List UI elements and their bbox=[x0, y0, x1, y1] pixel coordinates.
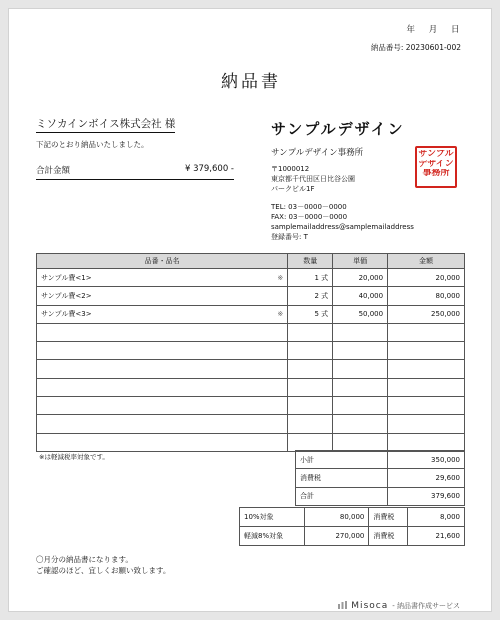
tax-row bbox=[296, 469, 465, 487]
issue-date bbox=[397, 23, 460, 35]
summary-table bbox=[295, 450, 465, 506]
closing-message-line2: ご確認のほど、宜しくお願い致します。 bbox=[36, 566, 171, 575]
reduced-tax-mark bbox=[272, 342, 288, 360]
tax-breakdown-table bbox=[239, 507, 465, 546]
item-unit-price bbox=[333, 415, 388, 433]
item-unit-price: 50,000 bbox=[333, 305, 388, 323]
col-header-qty: 数量 bbox=[288, 254, 333, 269]
item-quantity bbox=[288, 360, 333, 378]
items-table bbox=[36, 253, 465, 452]
item-row bbox=[37, 323, 465, 341]
item-name bbox=[37, 397, 272, 415]
item-quantity bbox=[288, 323, 333, 341]
reduced-tax-mark bbox=[272, 397, 288, 415]
item-unit-price: 20,000 bbox=[333, 269, 388, 287]
item-unit-price: 40,000 bbox=[333, 287, 388, 305]
document-title: 納品書 bbox=[221, 72, 281, 92]
total-amount-label: 合計金額 bbox=[36, 166, 71, 176]
issuer-registration: 登録番号: T bbox=[271, 233, 308, 241]
item-row bbox=[37, 360, 465, 378]
issuer-address bbox=[271, 164, 355, 194]
grand-total-row bbox=[296, 487, 465, 505]
item-row bbox=[37, 378, 465, 396]
item-amount bbox=[388, 397, 465, 415]
item-name bbox=[37, 433, 272, 451]
issuer-fax: FAX: 03－0000－0000 bbox=[271, 213, 348, 221]
reduced-tax-mark bbox=[272, 433, 288, 451]
item-unit-price bbox=[333, 397, 388, 415]
col-header-item: 品番・品名 bbox=[37, 254, 288, 269]
item-amount: 20,000 bbox=[388, 269, 465, 287]
item-quantity bbox=[288, 342, 333, 360]
date-year: 年 bbox=[406, 25, 416, 35]
tax-amount: 8,000 bbox=[408, 508, 465, 527]
item-quantity: 5 式 bbox=[288, 305, 333, 323]
brand-name: Misoca bbox=[351, 601, 389, 611]
issuer-company-name: サンプルデザイン事務所 bbox=[271, 148, 364, 158]
brand-tagline: - 納品書作成サービス bbox=[392, 602, 460, 610]
reduced-tax-mark bbox=[272, 378, 288, 396]
reduced-tax-mark bbox=[272, 287, 288, 305]
taxable-base: 80,000 bbox=[304, 508, 369, 527]
tax-value: 29,600 bbox=[388, 469, 465, 487]
item-row bbox=[37, 433, 465, 451]
tax-breakdown-row bbox=[240, 508, 465, 527]
item-amount: 250,000 bbox=[388, 305, 465, 323]
grand-total-label: 合計 bbox=[296, 487, 388, 505]
document-number: 納品番号: 20230601-002 bbox=[370, 43, 461, 52]
tax-rate-label: 10%対象 bbox=[240, 508, 305, 527]
issuer-email: samplemailaddress@samplemailaddress bbox=[271, 223, 414, 231]
item-quantity bbox=[288, 378, 333, 396]
col-header-unit-price: 単価 bbox=[333, 254, 388, 269]
bar-chart-icon bbox=[338, 601, 347, 611]
tax-amount-label: 消費税 bbox=[369, 508, 408, 527]
taxable-base: 270,000 bbox=[304, 527, 369, 546]
item-quantity bbox=[288, 433, 333, 451]
total-amount-value: ¥ 379,600 - bbox=[184, 164, 234, 174]
tax-amount: 21,600 bbox=[408, 527, 465, 546]
item-name bbox=[37, 323, 272, 341]
issuer-postal: 〒1000012 bbox=[271, 165, 310, 173]
item-name: サンプル費<2> bbox=[37, 287, 272, 305]
reduced-tax-note: ※は軽減税率対象です。 bbox=[39, 453, 109, 461]
intro-text: 下記のとおり納品いたしました。 bbox=[36, 140, 149, 149]
tax-breakdown-row bbox=[240, 527, 465, 546]
item-amount bbox=[388, 415, 465, 433]
item-quantity: 2 式 bbox=[288, 287, 333, 305]
item-row bbox=[37, 305, 465, 323]
reduced-tax-mark: ※ bbox=[272, 305, 288, 323]
item-row bbox=[37, 415, 465, 433]
item-amount: 80,000 bbox=[388, 287, 465, 305]
reduced-tax-mark: ※ bbox=[272, 269, 288, 287]
item-unit-price bbox=[333, 378, 388, 396]
closing-message bbox=[36, 554, 170, 576]
client-name: ミソカインボイス株式会社 様 bbox=[36, 116, 175, 133]
reduced-tax-mark bbox=[272, 360, 288, 378]
reduced-tax-mark bbox=[272, 415, 288, 433]
subtotal-label: 小計 bbox=[296, 451, 388, 469]
items-table-header bbox=[37, 254, 465, 269]
tax-rate-label: 軽減8%対象 bbox=[240, 527, 305, 546]
item-row bbox=[37, 269, 465, 287]
issuer-logo: サンプルデザイン bbox=[271, 120, 405, 138]
item-name bbox=[37, 360, 272, 378]
date-day: 日 bbox=[450, 25, 460, 35]
grand-total-value: 379,600 bbox=[388, 487, 465, 505]
item-quantity: 1 式 bbox=[288, 269, 333, 287]
issuer-tel: TEL: 03－0000－0000 bbox=[271, 203, 347, 211]
item-name bbox=[37, 415, 272, 433]
item-row bbox=[37, 397, 465, 415]
company-seal-stamp: サンプル デザイン 事務所 bbox=[415, 146, 457, 188]
issuer-address-line1: 東京都千代田区日比谷公園 bbox=[271, 175, 355, 183]
reduced-tax-mark bbox=[272, 323, 288, 341]
item-unit-price bbox=[333, 323, 388, 341]
item-unit-price bbox=[333, 360, 388, 378]
closing-message-line1: 〇月分の納品書になります。 bbox=[36, 555, 133, 564]
brand-footer bbox=[338, 601, 460, 611]
item-name bbox=[37, 378, 272, 396]
item-unit-price bbox=[333, 433, 388, 451]
issuer-contact bbox=[271, 202, 414, 242]
tax-amount-label: 消費税 bbox=[369, 527, 408, 546]
total-amount-row bbox=[36, 164, 234, 180]
item-amount bbox=[388, 378, 465, 396]
date-month: 月 bbox=[428, 25, 438, 35]
tax-label: 消費税 bbox=[296, 469, 388, 487]
subtotal-row bbox=[296, 451, 465, 469]
item-unit-price bbox=[333, 342, 388, 360]
item-row bbox=[37, 342, 465, 360]
item-name bbox=[37, 342, 272, 360]
item-row bbox=[37, 287, 465, 305]
item-name: サンプル費<1> bbox=[37, 269, 272, 287]
issuer-address-line2: パークビル1F bbox=[271, 185, 315, 193]
item-amount bbox=[388, 342, 465, 360]
item-quantity bbox=[288, 397, 333, 415]
item-name: サンプル費<3> bbox=[37, 305, 272, 323]
item-amount bbox=[388, 360, 465, 378]
item-quantity bbox=[288, 415, 333, 433]
delivery-note-page bbox=[8, 8, 492, 612]
item-amount bbox=[388, 323, 465, 341]
col-header-amount: 金額 bbox=[388, 254, 465, 269]
subtotal-value: 350,000 bbox=[388, 451, 465, 469]
item-amount bbox=[388, 433, 465, 451]
